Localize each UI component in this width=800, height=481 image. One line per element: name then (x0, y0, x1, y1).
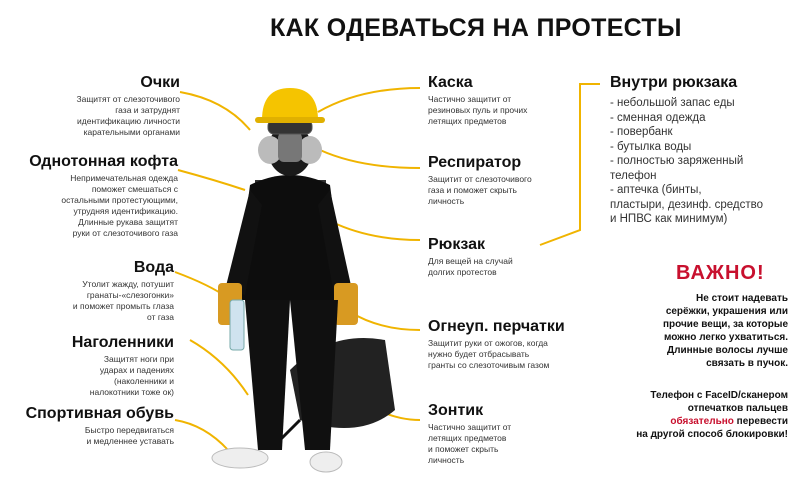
item-shoes (6, 405, 174, 447)
item-helmet (428, 74, 588, 127)
backpack-contents (610, 74, 798, 227)
respirator-shape (278, 132, 302, 162)
item-desc: Для вещей на случай долгих протестов (428, 256, 513, 277)
phone-note-emphasis: обязательно (670, 416, 734, 427)
item-heading: Спортивная обувь (25, 405, 174, 422)
item-heading: Рюкзак (428, 236, 485, 253)
shoe-right-shape (310, 452, 342, 472)
item-gloves (428, 318, 603, 371)
item-heading: Каска (428, 74, 473, 91)
list-item: - бутылка воды (610, 140, 692, 153)
backpack-contents-list (610, 96, 798, 227)
item-heading: Респиратор (428, 154, 522, 171)
item-backpack (428, 236, 588, 278)
item-desc: Частично защитит от летящих предметов и поможет скрыть личность (428, 422, 512, 465)
important-text: Не стоит надевать серёжки, украшения или прочие вещи, за которые можно легко ухватиться. Длинные волосы лучше связать в пучок. (662, 293, 788, 369)
item-heading: Однотонная кофта (29, 153, 178, 170)
item-desc: Защитят ноги при ударах и падениях (наколенники и налокотники тоже ок) (89, 354, 174, 397)
item-heading: Огнеуп. перчатки (428, 318, 565, 335)
shoe-left-shape (212, 448, 268, 468)
phone-note (598, 389, 788, 441)
list-item: - полностью заряженный телефон (610, 155, 744, 182)
helmet-shape (262, 88, 318, 120)
phone-note-post: на другой способ блокировки! (636, 429, 788, 440)
item-desc: Непримечательная одежда поможет смешаться с остальными протестующими, утрудняя идентификацию. Длинные рукава защитят руки от слезоточивого газа (61, 173, 178, 238)
phone-note-mid: перевести (733, 416, 788, 427)
list-item: - повербанк (610, 126, 673, 138)
item-desc: Быстро передвигаться и медленнее уставать (84, 425, 174, 446)
item-heading: Наголенники (71, 334, 174, 351)
item-umbrella (428, 402, 588, 466)
item-desc: Защитит от слезоточивого газа и поможет скрыть личность (428, 174, 532, 206)
list-item: - сменная одежда (610, 111, 706, 124)
item-sweater (6, 153, 178, 239)
item-kneepads (6, 334, 174, 398)
item-respirator (428, 154, 588, 207)
item-desc: Защитит руки от ожогов, когда нужно будет отбрасывать гранты со слезоточивым газом (428, 338, 550, 370)
page-title: КАК ОДЕВАТЬСЯ НА ПРОТЕСТЫ (270, 14, 682, 42)
important-title: ВАЖНО! (676, 262, 765, 284)
item-desc: Утолит жажду, потушит гранаты-«слезогонки» и поможет промыть глаза от газа (72, 279, 174, 322)
item-water (6, 259, 174, 323)
water-bottle-shape (230, 300, 244, 350)
item-glasses (6, 74, 180, 138)
phone-note-pre: Телефон с FaceID/сканером отпечатков пальцев (650, 390, 788, 414)
item-heading: Зонтик (428, 402, 484, 419)
item-desc: Защитят от слезоточивого газа и затруднят идентификацию личности карательными органами (76, 94, 180, 137)
list-item: - небольшой запас еды (610, 97, 735, 109)
item-heading: Вода (133, 259, 174, 276)
item-heading: Очки (140, 74, 180, 91)
item-desc: Частично защитит от резиновых пуль и прочих летящих предметов (428, 94, 528, 126)
list-item: - аптечка (бинты, пластыри, дезинф. средство и НПВС как минимум) (610, 184, 763, 225)
backpack-contents-heading: Внутри рюкзака (610, 74, 738, 91)
